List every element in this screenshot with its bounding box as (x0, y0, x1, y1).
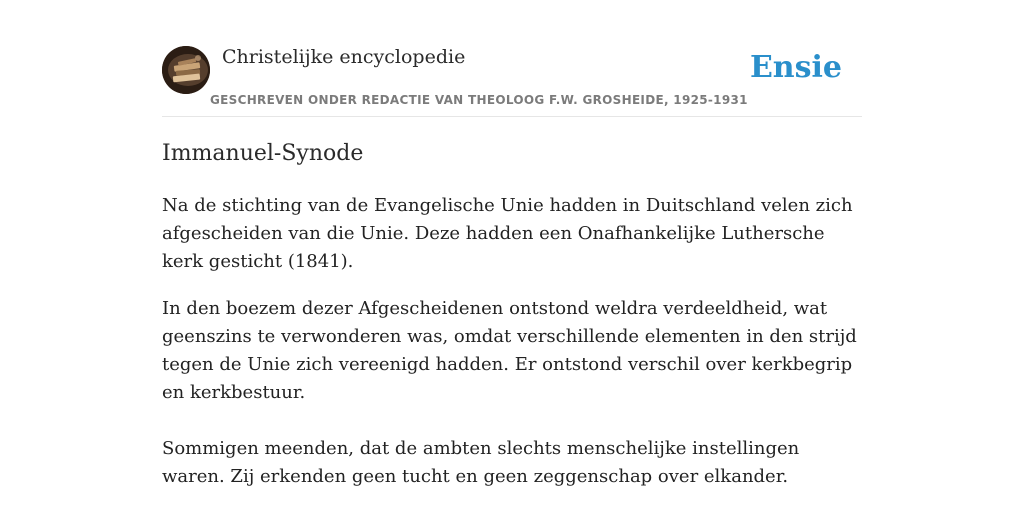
article-title: Immanuel-Synode (162, 141, 364, 166)
book-stack-image (162, 46, 210, 94)
site-header (162, 46, 862, 117)
site-title[interactable]: Christelijke encyclopedie (222, 46, 466, 68)
article (162, 138, 862, 491)
site-subtitle: GESCHREVEN ONDER REDACTIE VAN THEOLOOG F.W. GROSHEIDE, 1925-1931 (210, 93, 748, 107)
article-paragraph: Sommigen meenden, dat de ambten slechts menschelijke instellingen waren. Zij erkenden geen tucht en geen zeggenschap over elkander. (162, 438, 800, 487)
article-paragraph: Na de stichting van de Evangelische Unie hadden in Duitschland velen zich afgescheiden van die Unie. Deze hadden een Onafhankelijke Luthersche kerk gesticht (1841). (162, 195, 853, 272)
encyclopedia-avatar-icon[interactable] (162, 46, 210, 94)
ensie-logo-link[interactable]: Ensie (749, 50, 842, 85)
article-paragraph: In den boezem dezer Afgescheidenen ontstond weldra verdeeldheid, wat geenszins te verwonderen was, omdat verschillende elementen in den strijd tegen de Unie zich vereenigd hadden. Er ontstond verschil over kerkbegrip en kerkbestuur. (162, 298, 857, 403)
